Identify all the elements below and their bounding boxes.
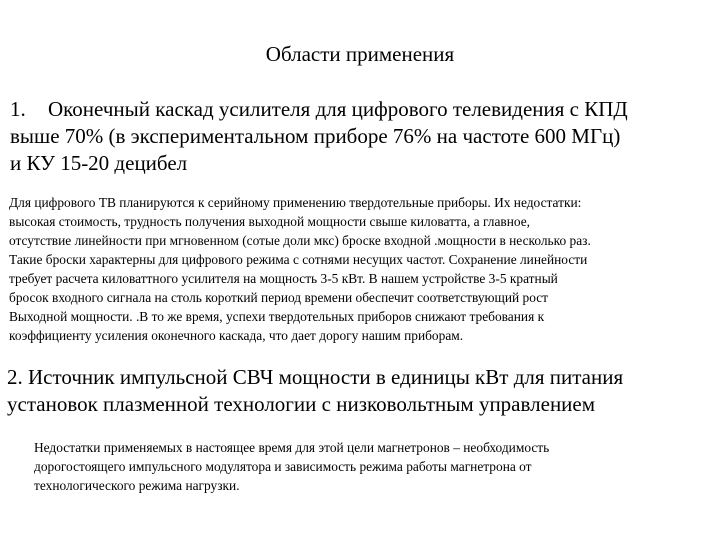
paragraph-2-line: дорогостоящего импульсного модулятора и зависимость режима работы магнетрона от — [34, 459, 532, 474]
item-1-line-1 — [10, 96, 628, 123]
item-2-heading — [7, 364, 623, 418]
item-1-line-1-text: Оконечный каскад усилителя для цифрового телевидения с КПД — [48, 97, 628, 121]
item-1-line-2: выше 70% (в экспериментальном приборе 76% на частоте 600 МГц) — [10, 124, 621, 148]
item-2-line-2: установок плазменной технологии с низковольтным управлением — [7, 392, 596, 416]
paragraph-1-line: коэффициенту усиления оконечного каскада, что дает дорогу нашим приборам. — [9, 328, 464, 343]
paragraph-1-line: требует расчета киловаттного усилителя на мощность 3-5 кВт. В нашем устройстве 3-5 кратный — [9, 271, 558, 286]
paragraph-1-line: высокая стоимость, трудность получения выходной мощности свыше киловатта, а главное, — [9, 214, 531, 229]
paragraph-2-line: Недостатки применяемых в настоящее время для этой цели магнетронов – необходимость — [34, 440, 550, 455]
paragraph-1-line: Выходной мощности. .В то же время, успехи твердотельных приборов снижают требования к — [9, 309, 545, 324]
paragraph-1-line: Для цифрового ТВ планируются к серийному применению твердотельные приборы. Их недостатки: — [9, 195, 582, 210]
item-2-line-1: 2. Источник импульсной СВЧ мощности в единицы кВт для питания — [7, 365, 624, 389]
paragraph-1-line: отсутствие линейности при мгновенном (сотые доли мкс) броске входной .мощности в несколько раз. — [9, 233, 591, 248]
slide-title: Области применения — [265, 42, 455, 66]
paragraph-1 — [9, 193, 591, 345]
paragraph-2-line: технологического режима нагрузки. — [34, 478, 240, 493]
item-1-line-3: и КУ 15-20 децибел — [10, 151, 188, 175]
paragraph-2 — [34, 438, 549, 495]
item-1-heading — [10, 96, 628, 177]
paragraph-1-line: Такие броски характерны для цифрового режима с сотнями несущих частот. Сохранение линейности — [9, 252, 588, 267]
paragraph-1-line: бросок входного сигнала на столь короткий период времени обеспечит соответствующий рост — [9, 290, 549, 305]
item-1-number: 1. — [10, 97, 26, 121]
